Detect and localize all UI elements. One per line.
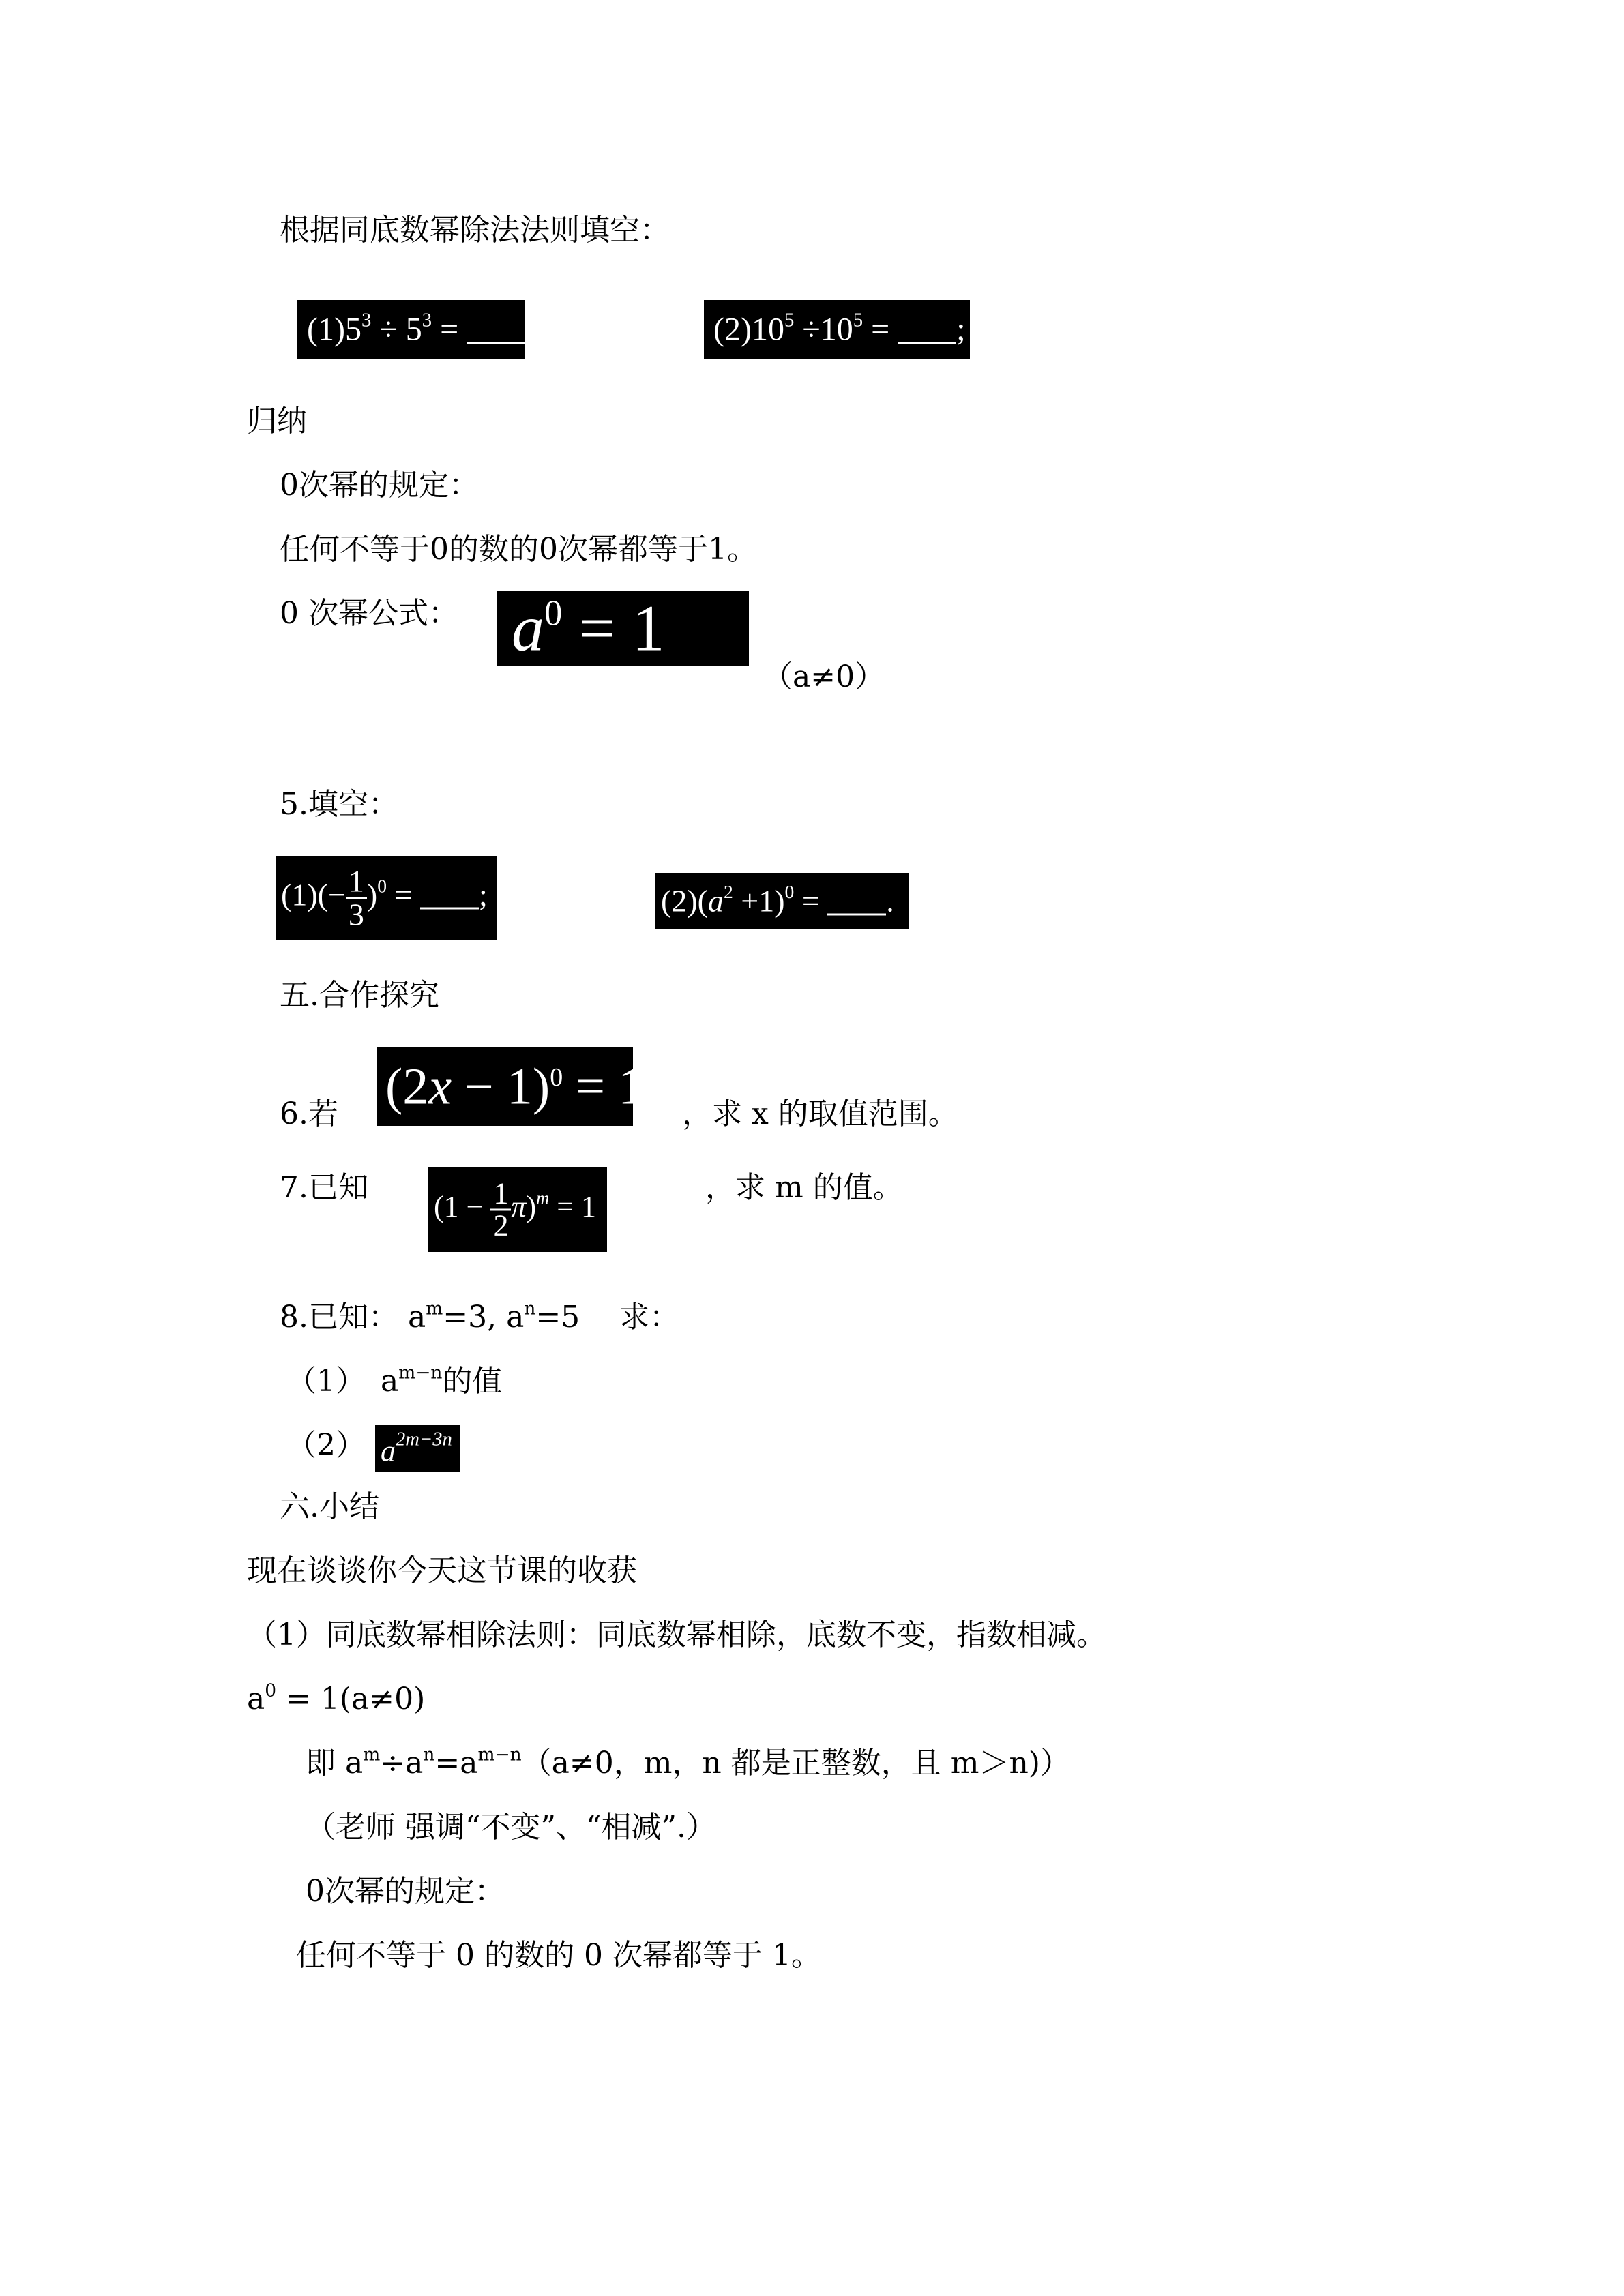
section-6-title: 六.小结 bbox=[280, 1489, 379, 1524]
zero-rule: 任何不等于0的数的0次幂都等于1。 bbox=[280, 532, 757, 567]
ex1-exp1: 3 bbox=[361, 309, 372, 331]
q5-1-post: ) bbox=[366, 877, 378, 912]
summary-rule-1: （1）同底数幂相除法则：同底数幂相除，底数不变，指数相减。 bbox=[247, 1617, 1106, 1652]
ex2-op: ÷10 bbox=[794, 311, 853, 348]
q6-exp: 0 bbox=[550, 1062, 563, 1092]
q7-rest: = 1 bbox=[549, 1190, 597, 1224]
q6-formula bbox=[377, 1047, 645, 1126]
intro-text: 根据同底数幂除法法则填空： bbox=[280, 213, 670, 248]
formula-base: a bbox=[512, 591, 544, 665]
q8-part2-label: （2） bbox=[286, 1428, 366, 1463]
fraction-num: 1 bbox=[346, 866, 367, 899]
q5-2-exp: 0 bbox=[784, 881, 795, 903]
ex2-exp1: 5 bbox=[784, 309, 795, 331]
q5-title: 5.填空： bbox=[280, 787, 398, 822]
ex1-op: ÷ 5 bbox=[371, 311, 422, 348]
q8-text: 8.已知： a bbox=[280, 1300, 426, 1335]
summary-a0-exp: 0 bbox=[265, 1680, 277, 1701]
q5-2-eq: = bbox=[794, 883, 828, 919]
q6-pre: (2 bbox=[385, 1058, 429, 1115]
q8-2-exp: 2m−3n bbox=[396, 1429, 452, 1450]
q7-exp: m bbox=[536, 1187, 550, 1208]
summary-a0-rest: = 1(a≠0) bbox=[276, 1682, 426, 1716]
ex1-exp2: 3 bbox=[422, 309, 432, 331]
summary-ji-post: （a≠0，m，n 都是正整数，且 m＞n)） bbox=[521, 1746, 1070, 1780]
q5-1-eq: = bbox=[387, 877, 420, 912]
ex2-base: (2)10 bbox=[713, 311, 784, 348]
q7-pre: (1 − bbox=[434, 1190, 491, 1224]
q5-1-exp: 0 bbox=[377, 875, 387, 897]
zero-formula-label: 0 次幂公式： bbox=[280, 596, 458, 631]
ex1-base: (1)5 bbox=[307, 311, 361, 348]
q6-rest: = 1 bbox=[563, 1058, 645, 1115]
summary-a0-base: a bbox=[247, 1682, 265, 1716]
exercise-1-formula bbox=[297, 300, 535, 359]
q5-2-exp-inner: 2 bbox=[723, 881, 733, 903]
q7-pi: π bbox=[511, 1190, 527, 1224]
summary-ji-pre: 即 a bbox=[306, 1746, 364, 1780]
q5-part2-formula bbox=[655, 873, 909, 929]
q5-1-pre: (1)(− bbox=[281, 877, 346, 912]
q5-part1-formula bbox=[276, 856, 497, 940]
q6-var: x bbox=[428, 1058, 452, 1115]
zero-power-formula bbox=[497, 591, 749, 666]
formula-exp: 0 bbox=[544, 593, 563, 633]
summary-intro: 现在谈谈你今天这节课的收获 bbox=[247, 1553, 637, 1588]
section-guina: 归纳 bbox=[247, 404, 307, 438]
summary-zero-rule: 任何不等于 0 的数的 0 次幂都等于 1。 bbox=[296, 1938, 821, 1973]
exercise-2-formula bbox=[704, 300, 970, 359]
q5-2-base: a bbox=[707, 883, 724, 919]
fraction bbox=[490, 1176, 511, 1242]
fraction-den: 2 bbox=[493, 1208, 509, 1242]
summary-zero-title: 0次幂的规定： bbox=[306, 1874, 505, 1909]
answer-blank bbox=[467, 318, 525, 344]
q8-1-end: 的值 bbox=[442, 1364, 503, 1399]
q5-1-end: ; bbox=[478, 877, 488, 912]
summary-a0 bbox=[247, 1680, 425, 1718]
summary-ji-e2: n bbox=[423, 1744, 435, 1765]
q8-part1 bbox=[286, 1362, 502, 1401]
q8-exp-n: n bbox=[524, 1298, 536, 1320]
summary-ji-e3: m−n bbox=[477, 1744, 522, 1765]
q8-part2-formula bbox=[375, 1425, 460, 1472]
answer-blank bbox=[420, 883, 479, 910]
fraction-den: 3 bbox=[348, 897, 364, 932]
zero-condition: （a≠0） bbox=[763, 659, 885, 694]
answer-blank bbox=[827, 889, 886, 916]
answer-blank bbox=[898, 318, 956, 344]
q8-2-base: a bbox=[381, 1434, 396, 1468]
section-5-title: 五.合作探究 bbox=[280, 978, 439, 1013]
ex2-exp2: 5 bbox=[853, 309, 863, 331]
q7-formula bbox=[428, 1167, 607, 1252]
q8-mid: =3, a bbox=[443, 1300, 525, 1335]
ex1-end: ; bbox=[525, 311, 535, 348]
q5-2-mid: +1) bbox=[733, 883, 785, 919]
q8-end: =5 求： bbox=[535, 1300, 680, 1335]
summary-ji-mid2: =a bbox=[434, 1746, 478, 1780]
q6-suffix: ，求 x 的取值范围。 bbox=[682, 1097, 958, 1131]
q7-suffix: ，求 m 的值。 bbox=[705, 1170, 903, 1205]
q8-1-exp: m−n bbox=[398, 1362, 443, 1384]
summary-ji-e1: m bbox=[363, 1744, 381, 1765]
formula-rest: = 1 bbox=[562, 591, 665, 665]
q8-exp-m: m bbox=[426, 1298, 443, 1320]
q5-2-end: . bbox=[886, 883, 894, 919]
summary-ji-mid: ÷a bbox=[380, 1746, 424, 1780]
summary-ji bbox=[306, 1744, 1070, 1783]
q7-post: ) bbox=[526, 1190, 537, 1224]
q8-1-label: （1） a bbox=[286, 1364, 399, 1399]
summary-emphasis: （老师 强调“不变”、“相减”.） bbox=[306, 1810, 716, 1845]
q6-mid: − 1) bbox=[452, 1058, 550, 1115]
q7-prefix: 7.已知 bbox=[280, 1170, 368, 1205]
ex1-eq: = bbox=[432, 311, 467, 348]
q6-prefix: 6.若 bbox=[280, 1097, 338, 1131]
ex2-end: ; bbox=[956, 311, 966, 348]
fraction-num: 1 bbox=[490, 1179, 511, 1211]
fraction bbox=[346, 863, 367, 932]
q5-2-pre: (2)( bbox=[661, 883, 708, 919]
zero-rule-title: 0次幂的规定： bbox=[280, 468, 479, 503]
ex2-eq: = bbox=[863, 311, 898, 348]
q8-line bbox=[280, 1298, 679, 1337]
